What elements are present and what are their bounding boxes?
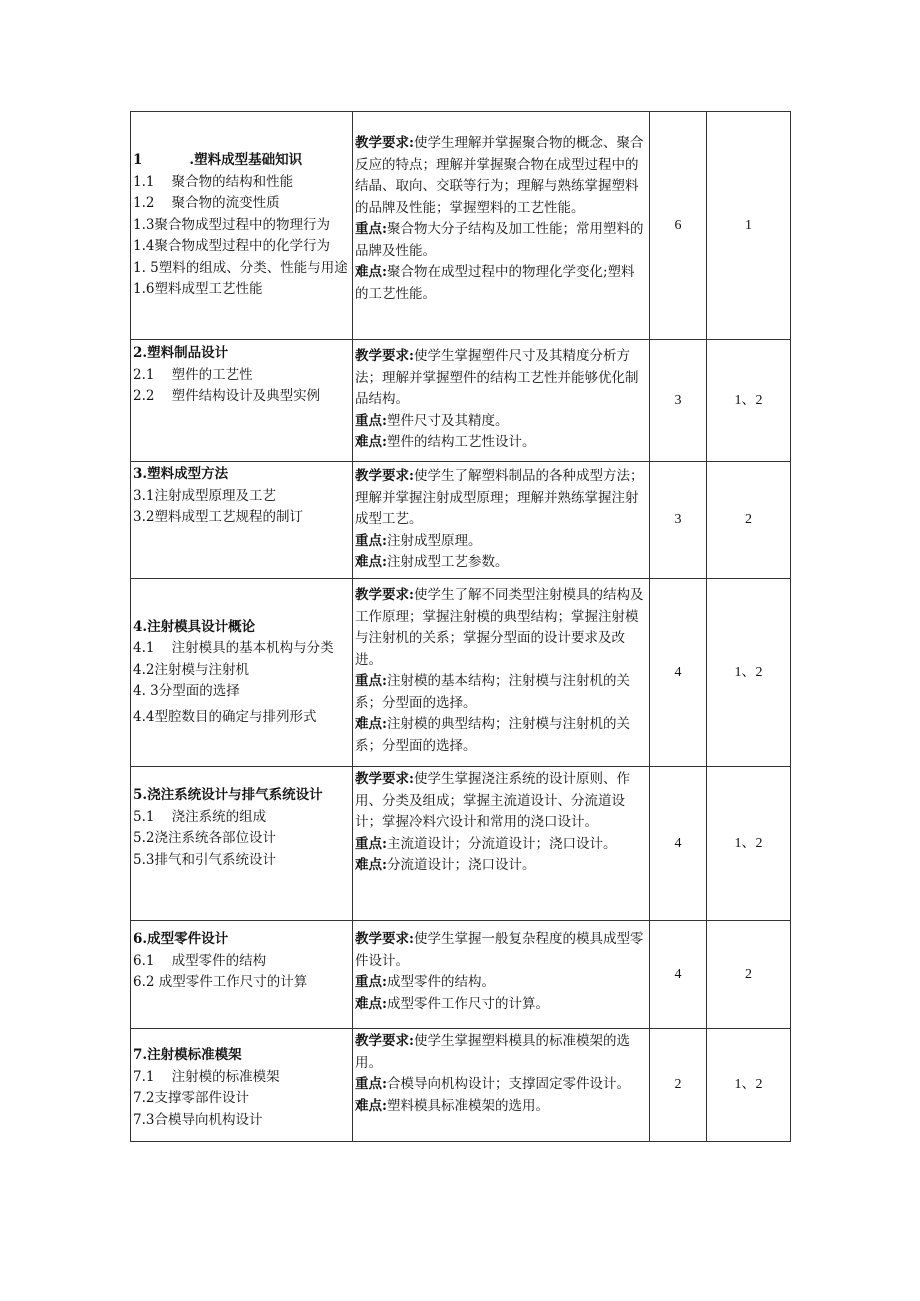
difficulty-text: 聚合物在成型过程中的物理化学变化;塑料的工艺性能。: [355, 264, 635, 302]
key-point-label: 重点:: [355, 673, 387, 689]
key-point-text: 注射模的基本结构；注射模与注射机的关系；分型面的选择。: [355, 673, 630, 711]
key-point-label: 重点:: [355, 221, 387, 237]
chapter-title: 2.塑料制品设计: [133, 345, 229, 361]
difficulty-text: 塑料模具标准模架的选用。: [386, 1097, 549, 1114]
subsection: 4.1 注射模具的基本机构与分类: [133, 640, 334, 657]
difficulty-text: 注射模的典型结构；注射模与注射机的关系；分型面的选择。: [355, 716, 630, 754]
chapter-title: 6.成型零件设计: [133, 931, 229, 947]
hours-cell: 4: [650, 767, 707, 921]
hours-cell: 3: [650, 462, 707, 579]
topic-cell: [131, 579, 353, 767]
subsection: 1. 5塑料的组成、分类、性能与用途: [133, 259, 348, 276]
hours-cell: 4: [650, 921, 707, 1029]
requirement-cell: [353, 1029, 650, 1142]
difficulty-text: 成型零件工作尺寸的计算。: [386, 995, 549, 1012]
requirement-cell: [353, 462, 650, 579]
key-point-text: 合模导向机构设计；支撑固定零件设计。: [386, 1076, 630, 1092]
requirement-text: 使学生掌握塑料模具的标准模架的选用。: [355, 1033, 630, 1071]
subsection: 5.2浇注系统各部位设计: [133, 830, 276, 846]
reference-cell: 2: [707, 921, 791, 1029]
difficulty-label: 难点:: [355, 995, 387, 1012]
hours-cell: 4: [650, 579, 707, 767]
requirement-cell: [353, 767, 650, 921]
subsection: 1.2 聚合物的流变性质: [133, 195, 280, 212]
hours-cell: 2: [650, 1029, 707, 1142]
difficulty-text: 塑件的结构工艺性设计。: [386, 434, 536, 450]
chapter-title: 3.塑料成型方法: [133, 466, 229, 482]
chapter-title: 4.注射模具设计概论: [133, 618, 256, 635]
requirement-label: 教学要求:: [355, 587, 414, 603]
hours-cell: 6: [650, 112, 707, 340]
table-row: [131, 921, 791, 1029]
key-point-text: 注射成型原理。: [386, 532, 482, 549]
subsection: 6.2 成型零件工作尺寸的计算: [133, 974, 308, 990]
subsection: 2.2 塑件结构设计及典型实例: [133, 388, 321, 404]
requirement-label: 教学要求:: [355, 771, 414, 787]
requirement-cell: [353, 112, 650, 340]
requirement-text: 使学生了解不同类型注射模具的结构及工作原理；掌握注射模的典型结构；掌握注射模与注射机的关系；掌握分型面的设计要求及改进。: [355, 587, 644, 668]
requirement-label: 教学要求:: [355, 135, 414, 151]
topic-cell: [131, 462, 353, 579]
reference-cell: 1: [707, 112, 791, 340]
subsection: 3.2塑料成型工艺规程的制订: [133, 509, 303, 525]
difficulty-label: 难点:: [355, 554, 387, 570]
subsection: 4.4型腔数目的确定与排列形式: [133, 708, 317, 725]
subsection: 2.1 塑件的工艺性: [133, 366, 253, 383]
reference-cell: 1、2: [707, 340, 791, 462]
subsection: 1.4聚合物成型过程中的化学行为: [133, 238, 330, 255]
table-row: [131, 579, 791, 767]
key-point-text: 主流道设计；分流道设计；浇口设计。: [386, 835, 617, 852]
subsection: 4. 3分型面的选择: [133, 683, 240, 700]
table-row: [131, 340, 791, 462]
reference-cell: 2: [707, 462, 791, 579]
requirement-cell: [353, 579, 650, 767]
table-row: [131, 112, 791, 340]
requirement-text: 使学生理解并掌握聚合物的概念、聚合反应的特点；理解并掌握聚合物在成型过程中的结晶、取向、交联等行为；理解与熟练掌握塑料的品牌及性能；掌握塑料的工艺性能。: [355, 135, 644, 216]
topic-cell: [131, 1029, 353, 1142]
requirement-label: 教学要求:: [355, 931, 414, 947]
key-point-text: 成型零件的结构。: [386, 974, 495, 990]
difficulty-text: 注射成型工艺参数。: [386, 554, 509, 570]
topic-cell: [131, 112, 353, 340]
subsection: 7.1 注射模的标准模架: [133, 1068, 280, 1085]
subsection: 5.3排气和引气系统设计: [133, 851, 276, 868]
subsection: 4.2注射模与注射机: [133, 661, 249, 678]
difficulty-label: 难点:: [355, 1097, 387, 1114]
subsection: 5.1 浇注系统的组成: [133, 808, 267, 825]
key-point-label: 重点:: [355, 974, 387, 990]
requirement-label: 教学要求:: [355, 348, 414, 364]
reference-cell: 1、2: [707, 1029, 791, 1142]
key-point-text: 塑件尺寸及其精度。: [386, 412, 509, 429]
requirement-text: 使学生了解塑料制品的各种成型方法；理解并掌握注射成型原理；理解并熟练掌握注射成型工艺。: [355, 468, 644, 527]
chapter-title: 7.注射模标准模架: [133, 1047, 242, 1063]
key-point-label: 重点:: [355, 835, 387, 852]
chapter-title: 1 .塑料成型基础知识: [133, 152, 303, 169]
subsection: 6.1 成型零件的结构: [133, 952, 267, 969]
subsection: 7.2支撑零部件设计: [133, 1090, 249, 1106]
subsection: 7.3合模导向机构设计: [133, 1111, 263, 1128]
table-row: [131, 1029, 791, 1142]
subsection: 1.6塑料成型工艺性能: [133, 281, 263, 298]
difficulty-label: 难点:: [355, 857, 387, 873]
difficulty-text: 分流道设计；浇口设计。: [386, 857, 536, 873]
topic-cell: [131, 921, 353, 1029]
hours-cell: 3: [650, 340, 707, 462]
requirement-text: 使学生掌握一般复杂程度的模具成型零件设计。: [355, 931, 644, 969]
subsection: 3.1注射成型原理及工艺: [133, 487, 276, 504]
key-point-label: 重点:: [355, 1076, 387, 1092]
requirement-text: 使学生掌握塑件尺寸及其精度分析方法；理解并掌握塑件的结构工艺性并能够优化制品结构。: [355, 348, 639, 407]
key-point-text: 聚合物大分子结构及加工性能；常用塑料的品牌及性能。: [355, 221, 644, 259]
difficulty-label: 难点:: [355, 264, 387, 280]
key-point-label: 重点:: [355, 532, 387, 549]
key-point-label: 重点:: [355, 412, 387, 429]
table-row: [131, 462, 791, 579]
requirement-label: 教学要求:: [355, 1033, 414, 1049]
topic-cell: [131, 340, 353, 462]
difficulty-label: 难点:: [355, 434, 387, 450]
chapter-title: 5.浇注系统设计与排气系统设计: [133, 787, 323, 803]
requirement-cell: [353, 340, 650, 462]
subsection: 1.3聚合物成型过程中的物理行为: [133, 216, 330, 233]
subsection: 1.1 聚合物的结构和性能: [133, 173, 294, 190]
reference-cell: 1、2: [707, 767, 791, 921]
requirement-label: 教学要求:: [355, 468, 414, 484]
table-row: [131, 767, 791, 921]
difficulty-label: 难点:: [355, 716, 387, 732]
requirement-text: 使学生掌握浇注系统的设计原则、作用、分类及组成；掌握主流道设计、分流道设计；掌握冷料穴设计和常用的浇口设计。: [355, 771, 630, 830]
course-content-table: [130, 111, 791, 1142]
topic-cell: [131, 767, 353, 921]
reference-cell: 1、2: [707, 579, 791, 767]
requirement-cell: [353, 921, 650, 1029]
